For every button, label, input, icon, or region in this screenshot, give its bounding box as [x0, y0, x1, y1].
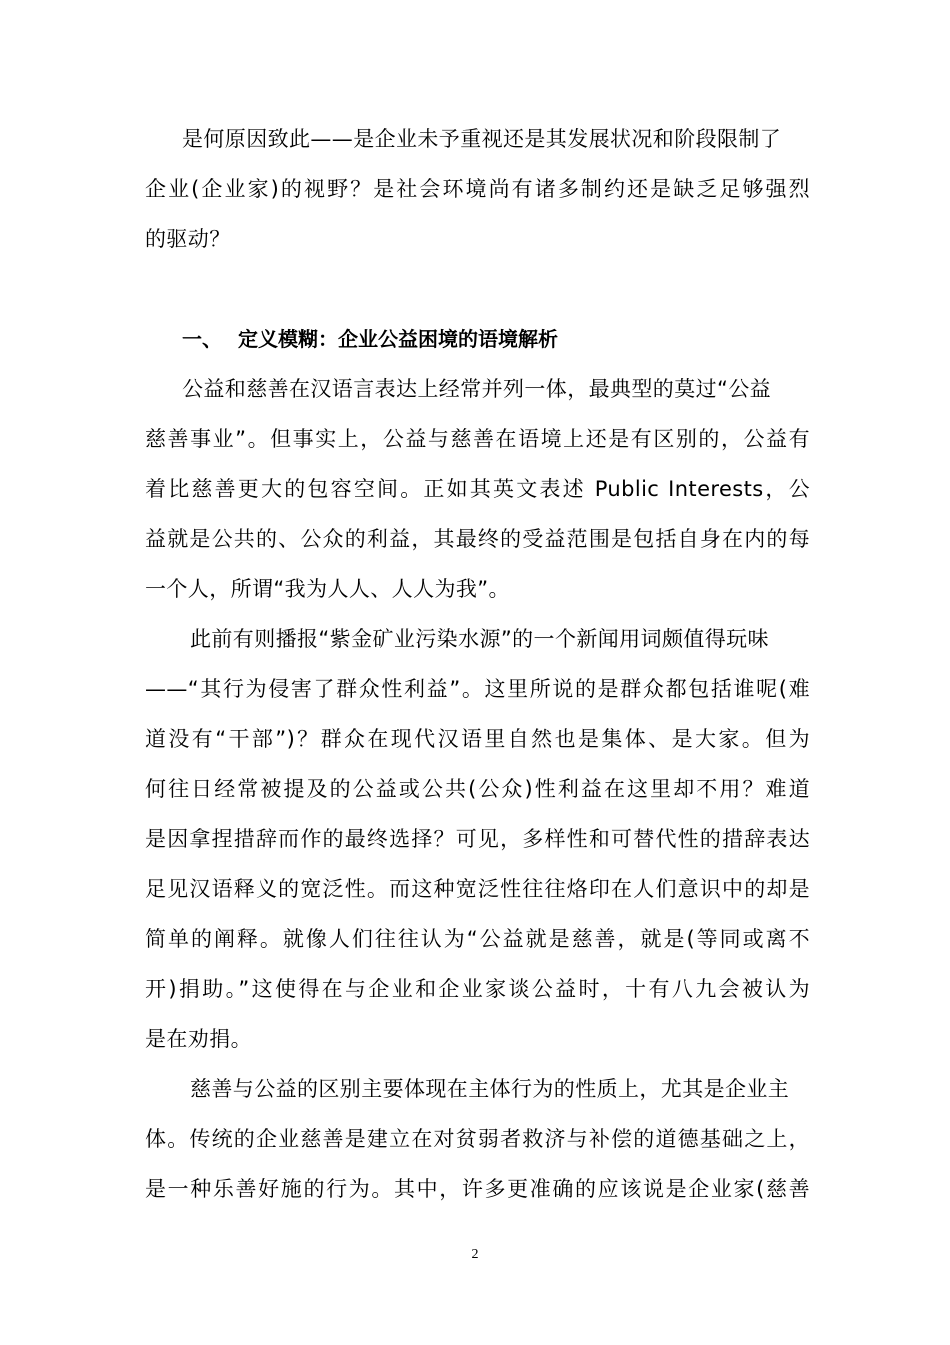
intro-line-1: 是何原因致此——是企业未予重视还是其发展状况和阶段限制了	[182, 127, 782, 151]
intro-line-3: 的驱动？	[145, 227, 231, 251]
paragraph1-line-5: 一个人，所谓“我为人人、人人为我”。	[145, 577, 510, 601]
paragraph2-line-5: 是因拿捏措辞而作的最终选择？可见，多样性和可替代性的措辞表达	[145, 827, 810, 851]
section-heading	[182, 326, 558, 352]
paragraph3-line-2: 体。传统的企业慈善是建立在对贫弱者救济与补偿的道德基础之上，	[145, 1127, 810, 1151]
paragraph1-line-4: 益就是公共的、公众的利益，其最终的受益范围是包括自身在内的每	[145, 527, 810, 551]
paragraph2-line-2: ——“其行为侵害了群众性利益”。这里所说的是群众都包括谁呢(难	[145, 677, 810, 701]
section-title: 定义模糊：企业公益困境的语境解析	[238, 327, 558, 351]
paragraph3-line-3: 是一种乐善好施的行为。其中，许多更准确的应该说是企业家(慈善	[145, 1177, 810, 1201]
paragraph2-line-7: 简单的阐释。就像人们往往认为“公益就是慈善，就是(等同或离不	[145, 927, 810, 951]
paragraph1-line-3: 着比慈善更大的包容空间。正如其英文表述 Public Interests，公	[145, 477, 810, 501]
paragraph3-line-1: 慈善与公益的区别主要体现在主体行为的性质上，尤其是企业主	[190, 1077, 790, 1101]
paragraph1-line-2: 慈善事业”。但事实上，公益与慈善在语境上还是有区别的，公益有	[145, 427, 810, 451]
page-number: 2	[471, 1247, 479, 1262]
paragraph2-line-3: 道没有“干部”)？群众在现代汉语里自然也是集体、是大家。但为	[145, 727, 810, 751]
section-number: 一、	[182, 327, 222, 351]
paragraph1-line-1: 公益和慈善在汉语言表达上经常并列一体，最典型的莫过“公益	[182, 377, 772, 401]
paragraph2-line-6: 足见汉语释义的宽泛性。而这种宽泛性往往烙印在人们意识中的却是	[145, 877, 810, 901]
paragraph2-line-8: 开)捐助。”这使得在与企业和企业家谈公益时，十有八九会被认为	[145, 977, 810, 1001]
intro-line-2: 企业(企业家)的视野？是社会环境尚有诸多制约还是缺乏足够强烈	[145, 177, 810, 201]
paragraph2-line-1: 此前有则播报“紫金矿业污染水源”的一个新闻用词颇值得玩味	[190, 627, 769, 651]
paragraph2-line-4: 何往日经常被提及的公益或公共(公众)性利益在这里却不用？难道	[145, 777, 810, 801]
paragraph2-line-9: 是在劝捐。	[145, 1027, 252, 1051]
